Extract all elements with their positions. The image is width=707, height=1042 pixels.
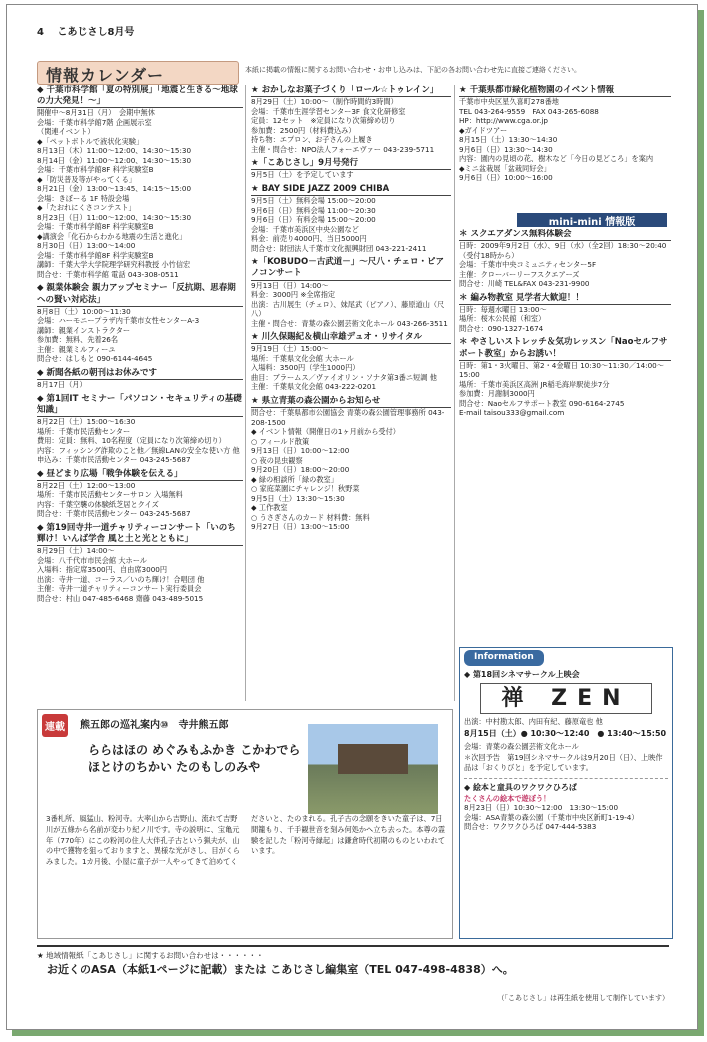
information-box [459,647,673,939]
event-line: 8月14日（金）11:00～12:00、14:30～15:30 [37,155,192,165]
event-entry [251,85,451,154]
event-line: 参加費：月謝制3000円 [459,389,535,399]
venue-text: 会場：青葉の森公園芸術文化ホール [464,741,579,751]
event-line: 会場：千葉市中央コミュニティセンター5F [459,260,597,270]
serial-body: 3番札所、風猛山、粉河寺。大率山から吉野山、流れて吉野川が五條から名前が変わり紀ノ川です。寺の説明に、宝亀元年（770年）にこの粉河の住人大伴孔子古という猟夫が、山の中で獲物を狙っておりますと、異様な光がさし、目がくらみました。1カ月後、小屋に童子が一人やってきて泊めてくださいと、たのまれる。孔子古の念願をきいた童子は、7日間籠もり、千手観世音を刻み何処かへ立ち去った。本尊の霊験を記した「粉河寺縁起」は鎌倉時代初期のものといわれています。 [46,814,446,867]
footer [37,945,669,1002]
information-tag: Information [464,650,544,666]
event-line: ○ 家庭菜園にチャレンジ！秋野菜 [251,484,360,494]
event-heading: ＊ やさしいストレッチ＆気功レッスン「Naoセルフサポート教室」からお誘い！ [459,337,671,360]
event-line: 9月27日（日）13:00～15:00 [251,522,350,532]
footer-contact: お近くのASA（本紙1ページに記載）または こあじさし編集室（TEL 047-498-4838）へ。 [47,963,514,976]
event-line: 料金：前売り4000円、当日5000円 [251,234,367,244]
event-line: 8月13日（木）11:00～12:00、14:30～15:30 [37,146,192,156]
event-line: 主催・問合せ：青葉の森公園芸術文化ホール 043-266-3511 [251,318,448,328]
event-line: 料金：3000円 ※全席指定 [251,290,336,300]
event-line: 出演：古川展生（チェロ）、妹尾武（ピアノ）、藤原道山（尺八） [251,299,445,319]
event-line: ○ フィールド散策 [251,436,310,446]
divider [454,85,455,701]
event-entry [251,184,451,253]
event-line: 8月30日（日）13:00～14:00 [37,241,136,251]
event-line: 9月5日（土）無料会場 15:00～20:00 [251,196,376,206]
event-line: 会場：千葉市生涯学習センター3F 食文化研修室 [251,106,406,116]
page-number: 4 [37,27,44,38]
event-heading: ◆ 親業体験会 親力アップセミナー「反抗期、思春期への賢い対応法」 [37,283,243,306]
event-entry [37,394,243,465]
event-line: 主催：親業ミルフィーユ [37,344,116,354]
event-line: 問合せ：千葉市民活動センター 043-245-5687 [37,509,191,519]
event-line: 場所：千葉市民活動センター [37,426,131,436]
event-line: 問合せ：千葉市科学館 電話 043-308-0511 [37,269,179,279]
event-heading: ◆ 千葉市科学館「夏の特別展」「地震と生きる～地球の力大発見！～」 [37,85,243,108]
event-line: 8月21日（金）13:00～13:45、14:15～15:00 [37,184,192,194]
event-heading: ★ おかしなお菓子づくり「ロール☆トゥレイン」 [251,85,451,97]
event-line: 8月22日（土）12:00～13:00 [37,480,136,490]
event-line: 参加費：2500円（材料費込み） [251,125,356,135]
event-line: TEL 043-264-9559 FAX 043-265-6088 [459,106,599,116]
event-line: ◆「ペットボトルで液状化実験」 [37,136,144,146]
event-line: 会場：きぼーる 1F 特設会場 [37,193,130,203]
event-line: 講師：千葉大学大学院理学研究科教授 小竹信宏 [37,260,191,270]
serial-column [37,709,453,939]
event-entry [251,257,451,328]
event-line: ◆講演会「化石からわかる地震の生活と進化」 [37,231,187,241]
event-line: 問合せ：090-1327-1674 [459,323,544,333]
serial-tag: 連載 [42,714,68,737]
event-line: 日時：2009年9月2日（水）、9日（水）（全2回）18:30～20:40（受付18時から） [459,241,667,260]
event-line: 8月8日（土）10:00～11:30 [37,306,131,316]
cinema-heading: ◆ 第18回シネマサークル上映会 [464,669,580,679]
event-line: ○ 夜の昆虫観察 [251,455,303,465]
event-line: 会場：ハーモニープラザ内千葉市女性センターA-3 [37,316,200,326]
event-heading: ◆ 昼どまり広場「戦争体験を伝える」 [37,469,243,481]
event-line: 場所：千葉市美浜区高洲 JR稲毛海岸駅徒歩7分 [459,379,610,389]
event-entry [459,229,671,289]
event-line: 会場：千葉市美浜区中央公園など [251,224,359,234]
event-line: 8月29日（土）10:00～（制作時間約3時間） [251,97,398,107]
event-line: ◆ミニ盆栽展「盆栽同好会」 [459,163,551,173]
event-heading: ＊ スクエアダンス無料体験会 [459,229,671,241]
event-line: 問合せ：千葉県都市公園協会 青葉の森公園管理事務所 043-208-1500 [251,408,445,427]
event-entry [37,469,243,519]
serial-title: 熊五郎の巡礼案内⑩ 寺井熊五郎 [80,720,229,731]
event-line: ○ うさぎさんのカード 材料費：無料 [251,512,370,522]
event-entry [251,158,451,180]
calendar-column-2 [251,85,451,701]
event-line: 場所：桜木公民館（和室） [459,314,546,324]
event-line: 問合せ：財団法人千葉市文化振興財団 043-221-2411 [251,243,427,253]
event-line: 問合せ：Naoセルフサポート教室 090-6164-2745 [459,398,625,408]
event-line: 会場：千葉市科学館8F 科学実験室B [37,250,154,260]
event-line: 千葉市中央区星久喜町278番地 [459,97,559,107]
event-line: 9月13日（日）10:00～12:00 [251,446,350,456]
event-line: ◆ イベント情報（開催日の1ヶ月前から受付） [251,427,400,437]
page-header [37,23,134,38]
event-line: 日時：第1・3火曜日、第2・4金曜日 10:30～11:30／14:00～15:00 [459,360,664,380]
event-line: 8月29日（土）14:00～ [37,546,115,556]
event-line: 9月5日（土）13:30～15:30 [251,493,345,503]
event-entry [37,85,243,279]
event-entry [459,337,671,417]
event-heading: ★ 川久保賜紀＆横山幸雄デュオ・リサイタル [251,332,451,344]
event-line: 定員：12セット ※定員になり次第締め切り [251,116,396,126]
event-heading: ★ 県立青葉の森公園からお知らせ [251,396,451,408]
calendar-column-1 [37,85,243,701]
temple-photo [308,724,438,814]
page [6,4,698,1030]
event-line: ◆ 工作教室 [251,503,288,513]
event-entry [37,523,243,603]
event-entry [459,85,671,183]
event-entry [37,283,243,363]
event-line: （関連イベント） [37,127,95,137]
event-line: 9月6日（日）13:30～14:30 [459,144,553,154]
event-line: 主催：千葉県文化会館 043-222-0201 [251,382,377,392]
event-heading: ＊ 編み物教室 見学者大歓迎！！ [459,293,671,305]
event-line: 9月19日（土）15:00～ [251,344,329,354]
movie-title: 禅 ZEN [480,683,652,714]
event-line: ◆ガイドツアー [459,125,508,135]
event-line: 場所：千葉市民活動センターサロン 入場無料 [37,490,183,500]
event-line: 日時：毎週水曜日 13:00～ [459,304,547,314]
divider [245,85,246,701]
event-line: 場所：千葉県文化会館 大ホール [251,353,354,363]
event-line: ◆「たおれにくさコンテスト」 [37,203,136,213]
event-heading: ◆ 新聞各紙の朝刊はお休みです [37,368,243,380]
event-line: 問合せ：はしもと 090-6144-4645 [37,354,153,364]
event-line: 費用：定員：無料、10名程度（定員になり次第締め切り） [37,436,226,446]
info-line: 会場：ASA青葉の森公園（千葉市中央区新町1-19-4） [464,812,639,822]
event-line: 9月6日（日）有料会場 15:00～20:00 [251,215,376,225]
issue-title: こあじさし8月号 [57,27,135,38]
event-line: 参加費：無料、先着26名 [37,335,119,345]
mini-info-title: mini-mini 情報版 [517,213,667,227]
event-line: 内容：フィッシング詐欺のこと他／無線LANの安全な使い方 他 [37,445,240,455]
picturebook-heading: ◆ 絵本と童具のワクワクひろば [464,778,668,794]
event-line: 申込み：千葉市民活動センター 043-245-5687 [37,455,191,465]
event-line: 入場料：指定席3500円、自由席3000円 [37,565,168,575]
event-heading: ★「KOBUDO－古武道－」～尺八・チェロ・ピアノコンサート [251,257,451,280]
event-line: 主催：寺井一道チャリティーコンサート実行委員会 [37,584,202,594]
event-entry [251,332,451,392]
event-heading: ◆ 第19回寺井一道チャリティーコンサート「いのち輝け！いんば学舎 風と土と光とともに」 [37,523,243,546]
section-note: 本紙に掲載の情報に関するお問い合わせ・お申し込みは、下記の各お問い合わせ先に直接ご連絡ください。 [245,66,581,74]
event-heading: ◆ 第1回IT セミナー「パソコン・セキュリティの基礎知識」 [37,394,243,417]
event-line: 主催：クローバーリーフスクエアーズ [459,269,580,279]
event-line: 出演：寺井一道、コーラス／いのち輝け！合唱団 他 [37,574,205,584]
info-line: 8月23日（日）10:30～12:00 13:30～15:00 [464,803,619,813]
event-heading: ★「こあじさし」9月号発行 [251,158,451,170]
event-line: ◆ 緑の相談所「緑の教室」 [251,474,338,484]
event-line: 問合せ：川崎 TEL&FAX 043-231-9900 [459,279,590,289]
temple-shape [338,744,408,774]
mini-info-column [459,229,671,637]
event-line: 問合せ：村山 047-485-6468 齋藤 043-489-5015 [37,593,204,603]
event-line: 9月13日（日）14:00～ [251,280,329,290]
event-line: 9月5日（土）を予定しています [251,170,354,180]
footer-note: （「こあじさし」は再生紙を使用して制作しています） [497,994,669,1002]
section-title-bar [37,61,239,85]
event-line: 講師：親業インストラクター [37,325,131,335]
event-line: ◆「防災普及等がやってくる」 [37,174,136,184]
event-line: 会場：千葉市科学館7階 企画展示室 [37,117,152,127]
picturebook-details [464,803,668,832]
event-line: 9月6日（日）無料会場 11:00～20:30 [251,205,376,215]
event-entry [251,396,451,532]
event-line: 開催中～8月31日（月） 会期中無休 [37,108,155,118]
event-line: 主催・問合せ：NPO法人フォーエヴァー 043-239-5711 [251,144,435,154]
event-line: 8月22日（土）15:00～16:30 [37,417,136,427]
event-line: E-mail taisou333@gmail.com [459,408,565,418]
picturebook-sub: たくさんの絵本で遊ぼう！ [464,793,551,803]
event-line: 曲目：ブラームス／ヴァイオリン・ソナタ第3番ニ短調 他 [251,372,437,382]
event-line: 会場：千葉市科学館8F 科学実験室B [37,222,154,232]
footer-line-1: ★ 地域情報紙「こあじさし」に関するお問い合わせは・・・・・・ [37,951,264,960]
event-heading: ★ 千葉県都市緑化植物園のイベント情報 [459,85,671,97]
event-entry [459,293,671,334]
event-entry [37,368,243,390]
event-line: 8月17日（月） [37,380,87,390]
info-line: 問合せ：ワクワクひろば 047-444-5383 [464,822,597,832]
event-line: 内容：園内の見頃の花、樹木など「今日の見どころ」を案内 [459,154,654,164]
event-line: 内容：千葉空襲の体験紙芝居とクイズ [37,499,159,509]
serial-poem: ららはほの めぐみもふかき こかわでら ほとけのちかい たのもしのみや [88,743,301,774]
event-heading: ★ BAY SIDE JAZZ 2009 CHIBA [251,184,451,196]
next-notice: ＊次回予告 第19回シネマサークルは9月20日（日）、上映作品は「おくりびと」を予定しています。 [464,753,663,772]
event-line: 入場料：3500円（学生1000円） [251,363,360,373]
event-line: 会場：千葉市科学館8F 科学実験室B [37,165,154,175]
event-line: 8月15日（土）13:30～14:30 [459,135,558,145]
event-line: 8月23日（日）11:00～12:00、14:30～15:30 [37,212,192,222]
event-line: 9月6日（日）10:00～16:00 [459,173,553,183]
section-title: 情報カレンダー [46,66,164,85]
event-line: 会場：八千代市市民会館 大ホール [37,555,147,565]
screening-times: 8月15日（土）● 10:30～12:40 ● 13:40～15:50 [464,728,667,738]
event-line: HP：http://www.cga.or.jp [459,116,548,126]
event-line: 9月20日（日）18:00～20:00 [251,465,350,475]
event-line: 持ち物：エプロン、お子さんの上履き [251,135,373,145]
cast-text: 出演：中村勘太郎、内田有紀、藤原竜也 他 [464,717,603,727]
